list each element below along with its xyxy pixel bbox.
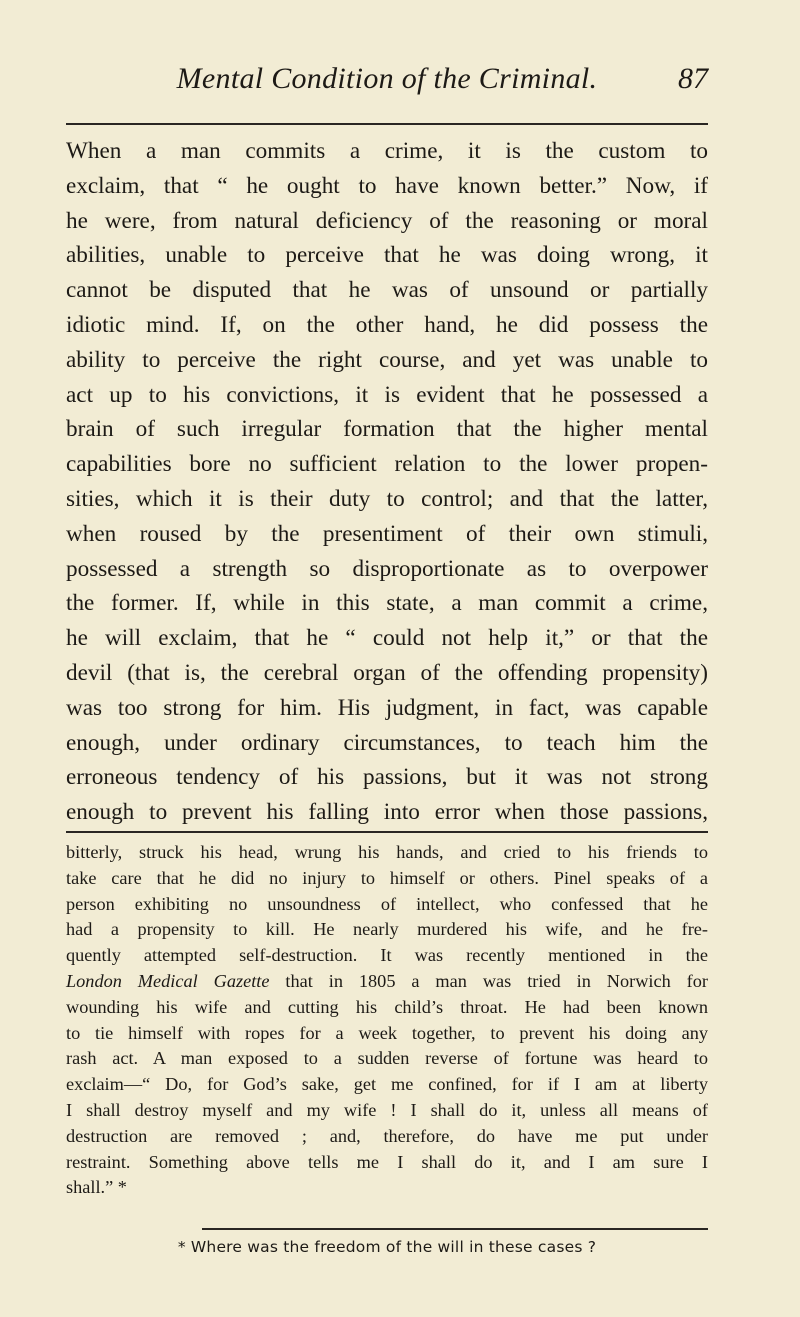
- footnote-line: had a propensity to kill. He nearly murdered his wife, and he fre-: [66, 919, 708, 940]
- footnote-line: bitterly, struck his head, wrung his hands, and cried to his friends to: [66, 842, 708, 862]
- note-rule: [202, 1228, 708, 1230]
- body-line: was too strong for him. His judgment, in fact, was capable: [66, 694, 708, 721]
- body-line: devil (that is, the cerebral organ of the offending propensity): [66, 659, 708, 686]
- body-line: erroneous tendency of his passions, but it was not strong: [66, 764, 708, 791]
- footnote-line: exclaim—“ Do, for God’s sake, get me confined, for if I am at liberty: [66, 1074, 708, 1095]
- body-line: abilities, unable to perceive that he was doing wrong, it: [66, 242, 708, 269]
- footnote-line: take care that he did no injury to himself or others. Pinel speaks of a: [66, 867, 708, 888]
- running-header: [66, 62, 708, 110]
- footnote-line: wounding his wife and cutting his child’s throat. He had been known: [66, 996, 708, 1017]
- body-line: he were, from natural deficiency of the reasoning or moral: [66, 207, 708, 234]
- body-line: ability to perceive the right course, and yet was unable to: [66, 346, 708, 373]
- footnote-block: [66, 840, 708, 1201]
- body-line: enough, under ordinary circumstances, to teach him the: [66, 729, 708, 756]
- footnote-line: rash act. A man exposed to a sudden reverse of fortune was heard to: [66, 1048, 708, 1069]
- body-line: brain of such irregular formation that the higher mental: [66, 416, 708, 443]
- footnote-line: I shall destroy myself and my wife ! I shall do it, unless all means of: [66, 1099, 708, 1120]
- footnote-line: to tie himself with ropes for a week together, to prevent his doing any: [66, 1022, 708, 1043]
- journal-title: London Medical Gazette: [66, 970, 270, 991]
- body-paragraph: [66, 134, 708, 830]
- footnote-rule: [66, 831, 708, 833]
- body-line: When a man commits a crime, it is the custom to: [66, 138, 708, 164]
- body-line: capabilities bore no sufficient relation to the lower propen-: [66, 451, 708, 478]
- body-line: idiotic mind. If, on the other hand, he did possess the: [66, 311, 708, 338]
- footnote-line: shall.” *: [66, 1177, 127, 1198]
- running-title: Mental Condition of the Criminal.: [176, 62, 598, 95]
- footnote-note: * Where was the freedom of the will in these cases ?: [177, 1238, 597, 1256]
- body-line: enough to prevent his falling into error when those passions,: [66, 799, 708, 826]
- footnote-line: person exhibiting no unsoundness of intellect, who confessed that he: [66, 893, 708, 914]
- page-number: 87: [678, 62, 708, 95]
- body-line: cannot be disputed that he was of unsound or partially: [66, 277, 708, 304]
- footnote-line: [66, 969, 708, 995]
- body-line: act up to his convictions, it is evident that he possessed a: [66, 381, 708, 408]
- body-line: he will exclaim, that he “ could not help it,” or that the: [66, 625, 708, 652]
- footnote-line-rest: that in 1805 a man was tried in Norwich for: [285, 970, 708, 991]
- footnote-line: restraint. Something above tells me I shall do it, and I am sure I: [66, 1151, 708, 1172]
- body-line: when roused by the presentiment of their own stimuli,: [66, 520, 708, 547]
- body-line: possessed a strength so disproportionate as to overpower: [66, 555, 708, 582]
- footnote-line: quently attempted self-destruction. It was recently mentioned in the: [66, 945, 708, 966]
- body-line: the former. If, while in this state, a man commit a crime,: [66, 590, 708, 617]
- body-line: exclaim, that “ he ought to have known better.” Now, if: [66, 172, 708, 199]
- body-line: sities, which it is their duty to control; and that the latter,: [66, 485, 708, 512]
- header-rule: [66, 123, 708, 125]
- footnote-line: destruction are removed ; and, therefore, do have me put under: [66, 1125, 708, 1146]
